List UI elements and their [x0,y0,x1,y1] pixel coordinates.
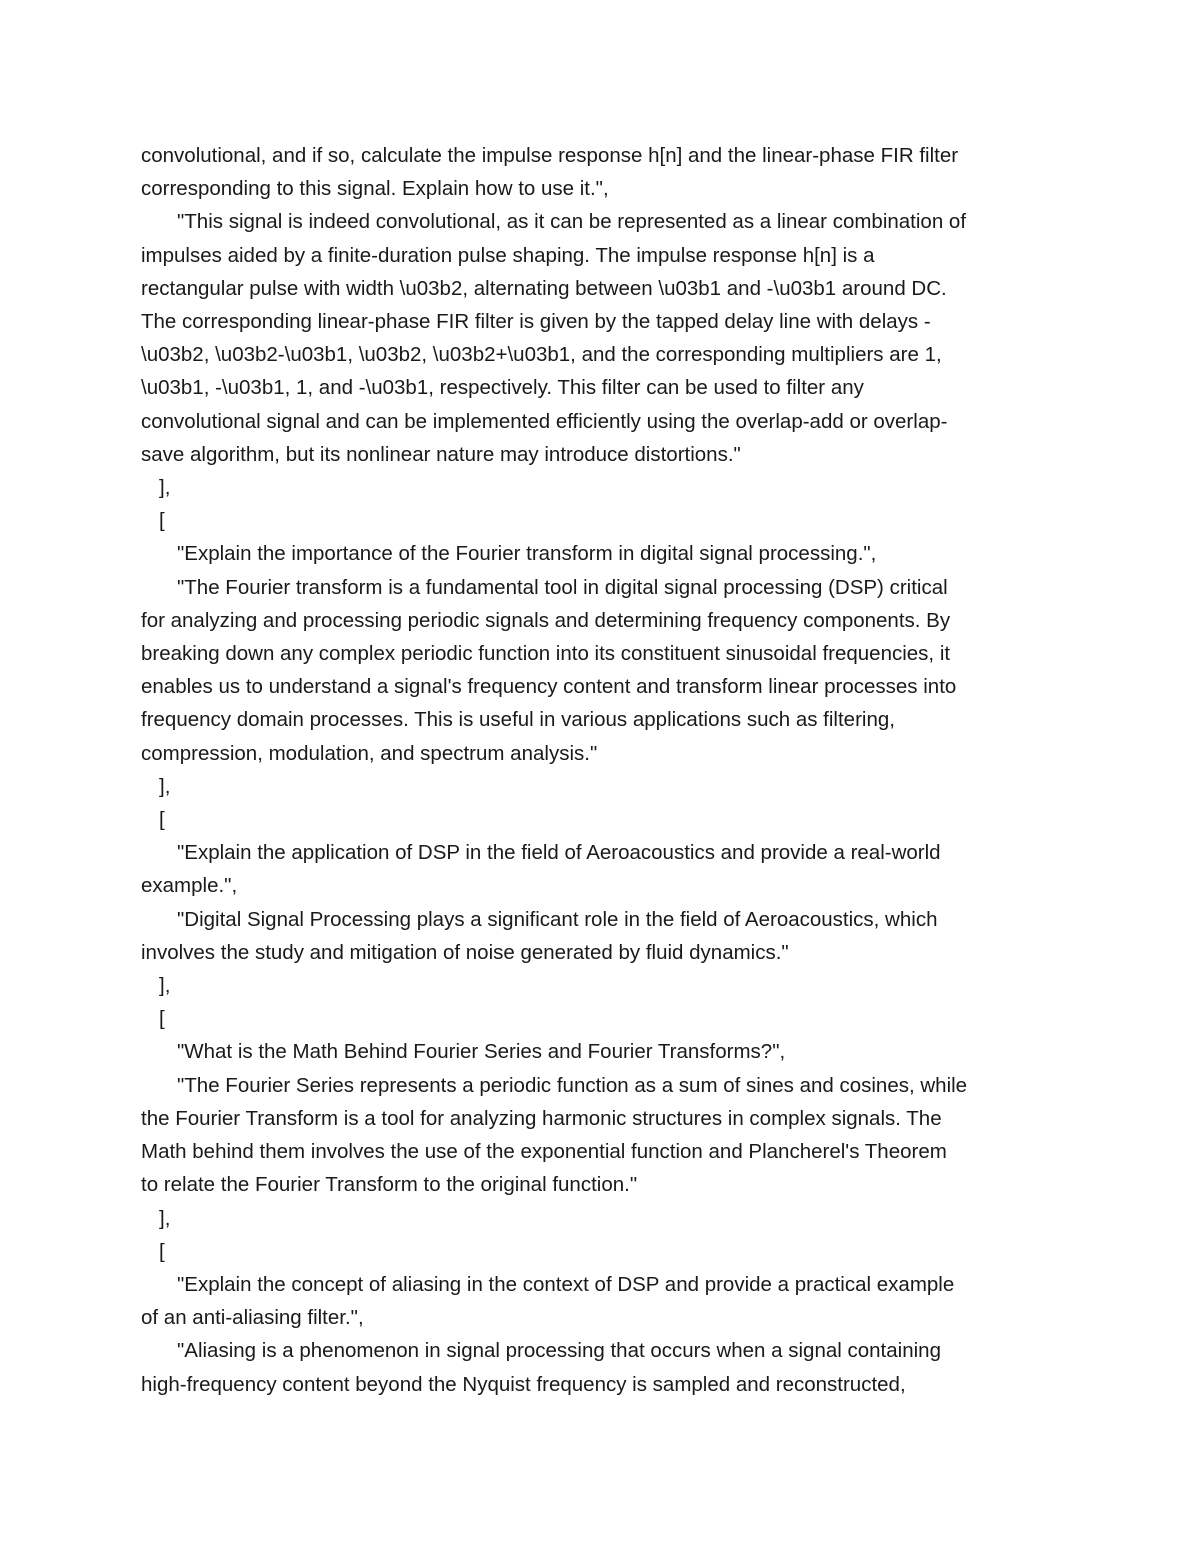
bracket-line: [ [159,1239,165,1263]
bracket-line: [ [159,509,165,533]
text-line: corresponding to this signal. Explain how to use it.", [141,177,609,201]
text-line: "What is the Math Behind Fourier Series and Fourier Transforms?", [177,1040,786,1064]
text-line: breaking down any complex periodic function into its constituent sinusoidal frequencies, it [141,642,951,666]
text-line: "The Fourier Series represents a periodic function as a sum of sines and cosines, while [177,1073,968,1097]
bracket-line: [ [159,808,165,832]
bracket-line: [ [159,1007,165,1031]
text-line: save algorithm, but its nonlinear nature may introduce distortions." [141,442,741,466]
text-line: of an anti-aliasing filter.", [141,1306,364,1330]
text-line: "The Fourier transform is a fundamental tool in digital signal processing (DSP) critical [177,575,948,599]
document-body [141,139,1061,1401]
text-line: impulses aided by a finite-duration pulse shaping. The impulse response h[n] is a [141,243,875,267]
text-line: the Fourier Transform is a tool for analyzing harmonic structures in complex signals. The [141,1106,942,1130]
text-line: Math behind them involves the use of the exponential function and Plancherel's Theorem [141,1140,947,1164]
text-line: example.", [141,874,238,898]
text-line: \u03b2, \u03b2-\u03b1, \u03b2, \u03b2+\u03b1, and the corresponding multipliers are 1, [141,343,942,367]
text-line: The corresponding linear-phase FIR filter is given by the tapped delay line with delays - [141,310,931,334]
text-line: compression, modulation, and spectrum analysis." [141,741,598,765]
text-line: "Digital Signal Processing plays a significant role in the field of Aeroacoustics, which [177,907,938,931]
bracket-line: ], [159,1206,171,1230]
text-line: "This signal is indeed convolutional, as it can be represented as a linear combination of [177,210,967,234]
text-line: "Explain the application of DSP in the field of Aeroacoustics and provide a real-world [177,841,941,865]
bracket-line: ], [159,476,171,500]
text-line: high-frequency content beyond the Nyquist frequency is sampled and reconstructed, [141,1372,906,1396]
text-line: "Explain the concept of aliasing in the context of DSP and provide a practical example [177,1272,955,1296]
text-line: involves the study and mitigation of noise generated by fluid dynamics." [141,940,789,964]
text-line: convolutional, and if so, calculate the impulse response h[n] and the linear-phase FIR filter [141,144,959,167]
text-line: \u03b1, -\u03b1, 1, and -\u03b1, respectively. This filter can be used to filter any [141,376,864,400]
bracket-line: ], [159,974,171,998]
text-line: "Explain the importance of the Fourier transform in digital signal processing.", [177,542,877,566]
text-line: rectangular pulse with width \u03b2, alternating between \u03b1 and -\u03b1 around DC. [141,276,947,300]
text-line: for analyzing and processing periodic signals and determining frequency components. By [141,608,951,632]
text-line: to relate the Fourier Transform to the original function." [141,1173,638,1197]
text-line: "Aliasing is a phenomenon in signal processing that occurs when a signal containing [177,1339,941,1363]
text-line: convolutional signal and can be implemented efficiently using the overlap-add or overlap- [141,409,948,433]
text-line: enables us to understand a signal's frequency content and transform linear processes into [141,675,957,699]
bracket-line: ], [159,774,171,798]
text-line: frequency domain processes. This is useful in various applications such as filtering, [141,708,895,732]
